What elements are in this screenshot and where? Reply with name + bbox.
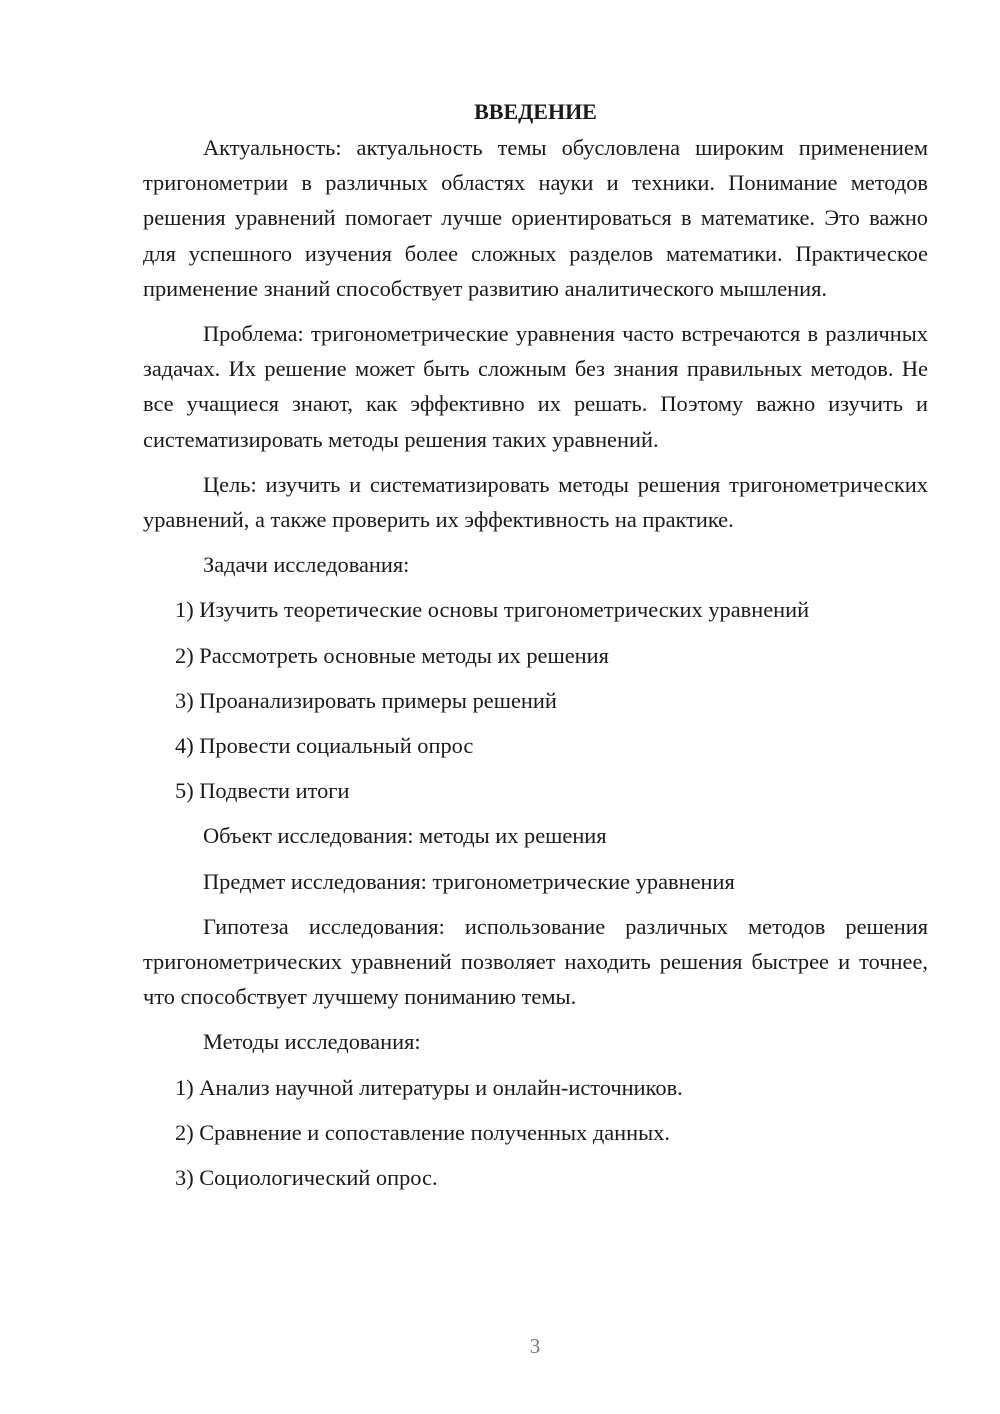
list-item: 3) Проанализировать примеры решений [175, 687, 557, 713]
page-content [143, 94, 928, 1205]
section-title: ВВЕДЕНИЕ [474, 99, 597, 124]
hypothesis-paragraph: Гипотеза исследования: использование различных методов решения тригонометрических уравнений позволяет находить решения быстрее и точнее, что способствует лучшему пониманию темы. [143, 913, 928, 1010]
tasks-heading: Задачи исследования: [203, 552, 410, 578]
list-item: 1) Изучить теоретические основы тригонометрических уравнений [175, 597, 810, 623]
methods-heading: Методы исследования: [203, 1029, 421, 1055]
list-item: 5) Подвести итоги [175, 778, 350, 804]
list-item: 4) Провести социальный опрос [175, 733, 474, 759]
research-object: Объект исследования: методы их решения [203, 823, 607, 849]
list-item: 2) Сравнение и сопоставление полученных данных. [175, 1119, 670, 1145]
list-item: 3) Социологический опрос. [175, 1165, 438, 1191]
relevance-paragraph: Актуальность: актуальность темы обусловлена широким применением тригонометрии в различных областях науки и техники. Понимание методов решения уравнений помогает лучше ориентироваться в математике. Это важно для успешного изучения более сложных разделов математики. Практическое применение знаний способствует развитию аналитического мышления. [143, 135, 928, 301]
goal-paragraph: Цель: изучить и систематизировать методы решения тригонометрических уравнений, а также проверить их эффективность на практике. [143, 471, 928, 533]
list-item: 2) Рассмотреть основные методы их решения [175, 642, 609, 668]
research-subject: Предмет исследования: тригонометрические уравнения [203, 868, 735, 894]
problem-paragraph: Проблема: тригонометрические уравнения часто встречаются в различных задачах. Их решение может быть сложным без знания правильных методов. Не все учащиеся знают, как эффективно их решать. Поэтому важно изучить и систематизировать методы решения таких уравнений. [143, 321, 928, 452]
list-item: 1) Анализ научной литературы и онлайн-источников. [175, 1074, 683, 1100]
methods-list [143, 1070, 928, 1196]
tasks-list [143, 592, 928, 808]
page-number: 3 [529, 1334, 541, 1358]
